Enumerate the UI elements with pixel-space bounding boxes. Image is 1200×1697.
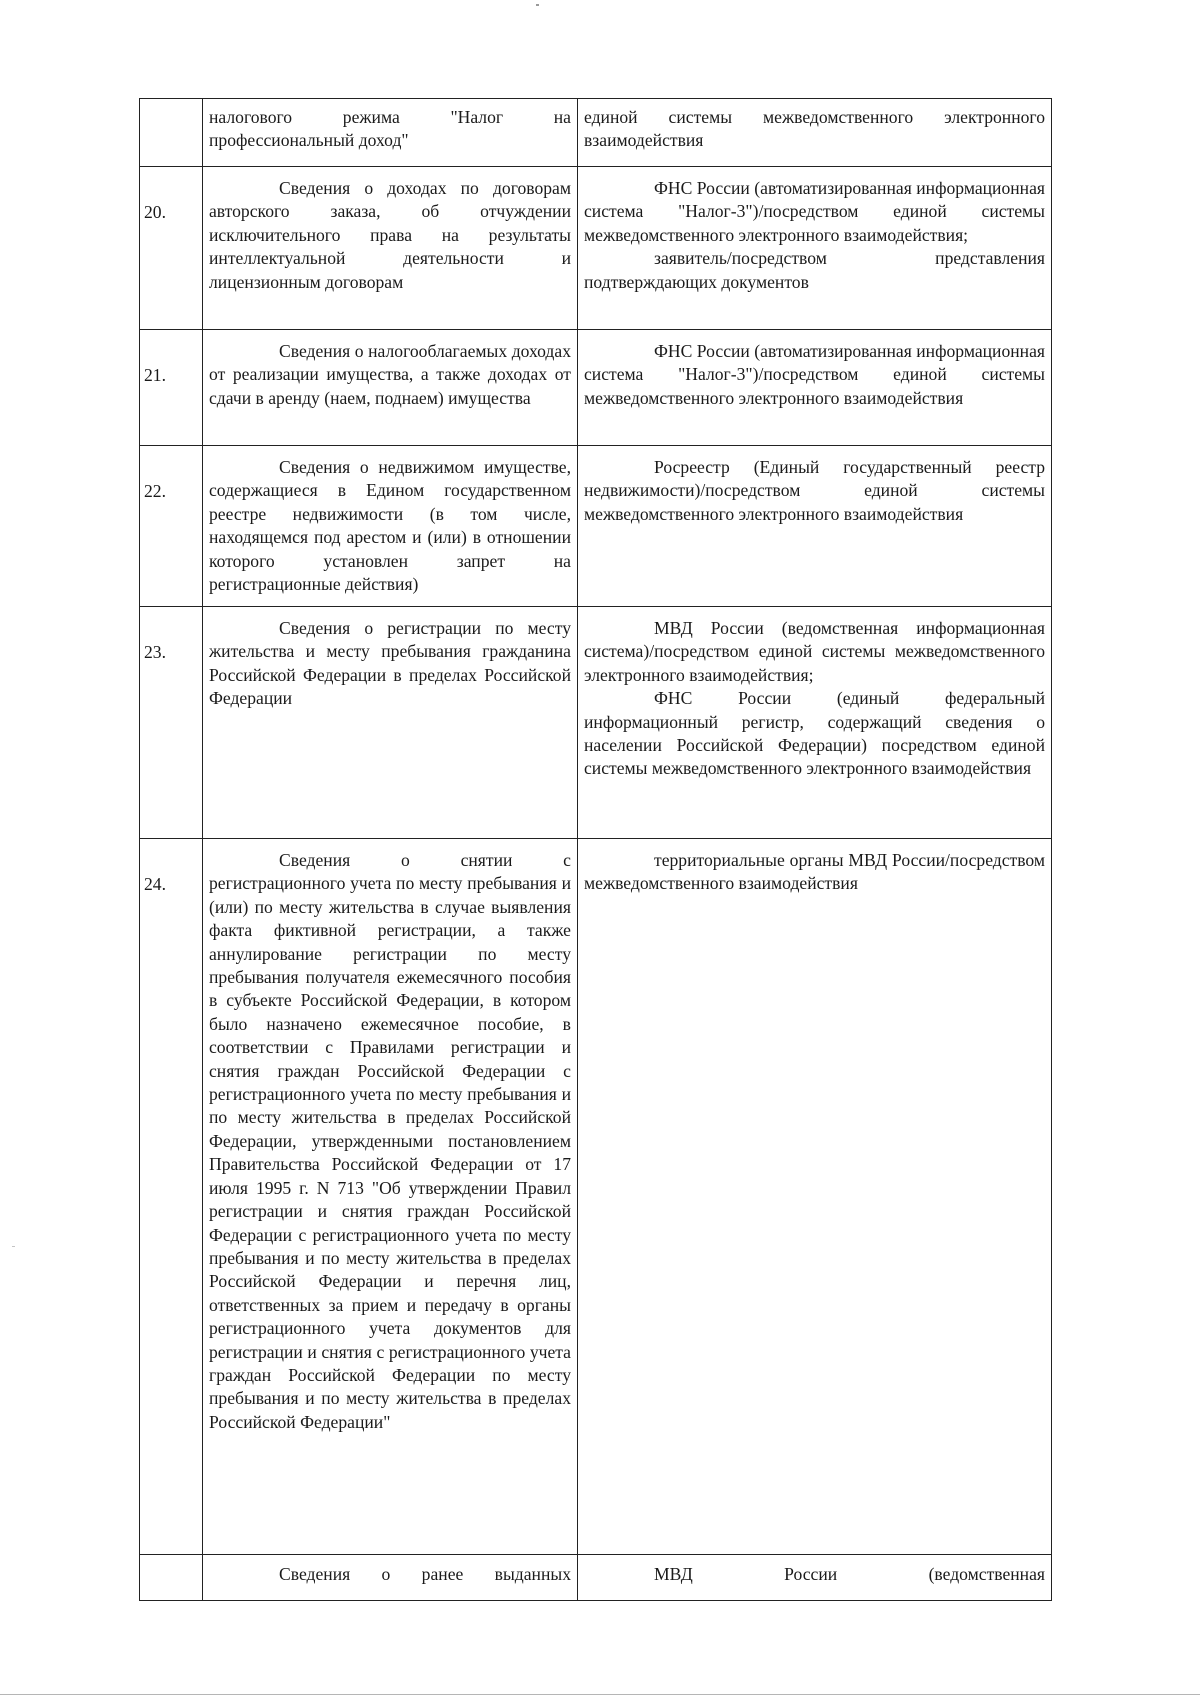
source-text: ФНС России (автоматизированная информационная система "Налог-3")/посредством единой системы межведомственного электронного взаимодействия <box>584 341 1045 408</box>
source-cell <box>578 167 1052 330</box>
table-row <box>140 167 1052 330</box>
row-number-cell <box>140 330 203 446</box>
scan-speck <box>12 1246 15 1247</box>
row-number: 23. <box>144 642 166 662</box>
info-text: Сведения о недвижимом имуществе, содержащиеся в Едином государственном реестре недвижимости (в том числе, находящемся под арестом и (или) в отношении которого установлен запрет на регистрационные действия) <box>209 457 571 595</box>
source-text: территориальные органы МВД России/посредством межведомственного взаимодействия <box>584 850 1045 894</box>
info-text: Сведения о снятии с регистрационного учета по месту пребывания и (или) по месту жительства в случае выявления факта фиктивной регистрации, а также аннулирование регистрации по месту пребывания получателя ежемесячного пособия в субъекте Российской Федерации, в котором было назначено ежемесячное пособие, в соответствии с Правилами регистрации и снятия граждан Российской Федерации с регистрационного учета по месту пребывания и по месту жительства в пределах Российской Федерации, утвержденными постановлением Правительства Российской Федерации от 17 июля 1995 г. N 713 "Об утверждении Правил регистрации и снятия граждан Российской Федерации с регистрационного учета по месту пребывания и по месту жительства в пределах Российской Федерации и перечня лиц, ответственных за прием и передачу в органы регистрационного учета документов для регистрации и снятия с регистрационного учета граждан Российской Федерации по месту пребывания и по месту жительства в пределах Российской Федерации" <box>209 850 571 1432</box>
row-number-cell <box>140 167 203 330</box>
info-cell <box>203 330 578 446</box>
table-row <box>140 607 1052 839</box>
row-number-cell <box>140 607 203 839</box>
info-text: Сведения о доходах по договорам авторского заказа, об отчуждении исключительного права на результаты интеллектуальной деятельности и лицензионным договорам <box>209 178 571 292</box>
info-text: Сведения о регистрации по месту жительства и месту пребывания гражданина Российской Федерации в пределах Российской Федерации <box>209 618 571 709</box>
table-row <box>140 1555 1052 1601</box>
source-cell <box>578 607 1052 839</box>
info-cell <box>203 1555 578 1601</box>
source-cell <box>578 839 1052 1555</box>
source-text: МВД России (ведомственная <box>654 1564 1045 1584</box>
info-cell <box>203 446 578 607</box>
source-text: МВД России (ведомственная информационная система)/посредством единой системы межведомственного электронного взаимодействия; <box>584 618 1045 685</box>
source-cell <box>578 99 1052 167</box>
row-number-cell <box>140 1555 203 1601</box>
row-number-cell <box>140 839 203 1555</box>
source-text: ФНС России (автоматизированная информационная система "Налог-3")/посредством единой системы межведомственного электронного взаимодействия; <box>584 178 1045 245</box>
source-text: единой системы межведомственного электронного взаимодействия <box>584 107 1045 151</box>
source-text: ФНС России (единый федеральный информационный регистр, содержащий сведения о населении Российской Федерации) посредством единой системы межведомственного электронного взаимодействия <box>584 688 1045 779</box>
source-cell <box>578 1555 1052 1601</box>
table-row <box>140 330 1052 446</box>
row-number-cell <box>140 446 203 607</box>
row-number: 20. <box>144 202 166 222</box>
requirements-table <box>139 98 1052 1601</box>
row-number-cell <box>140 99 203 167</box>
source-cell <box>578 330 1052 446</box>
source-text: Росреестр (Единый государственный реестр недвижимости)/посредством единой системы межведомственного электронного взаимодействия <box>584 457 1045 524</box>
scan-speck <box>536 4 539 6</box>
row-number: 22. <box>144 481 166 501</box>
source-text: заявитель/посредством представления подтверждающих документов <box>584 248 1045 292</box>
info-cell <box>203 99 578 167</box>
table-row <box>140 446 1052 607</box>
source-cell <box>578 446 1052 607</box>
info-cell <box>203 839 578 1555</box>
scan-edge-line <box>0 1694 1200 1695</box>
info-text: налогового режима "Налог на профессиональный доход" <box>209 107 571 151</box>
row-number: 21. <box>144 365 166 385</box>
table-row <box>140 99 1052 167</box>
row-number: 24. <box>144 874 166 894</box>
info-text: Сведения о ранее выданных <box>279 1564 571 1584</box>
info-text: Сведения о налогооблагаемых доходах от реализации имущества, а также доходах от сдачи в аренду (наем, поднаем) имущества <box>209 341 571 408</box>
table-row <box>140 839 1052 1555</box>
info-cell <box>203 167 578 330</box>
info-cell <box>203 607 578 839</box>
